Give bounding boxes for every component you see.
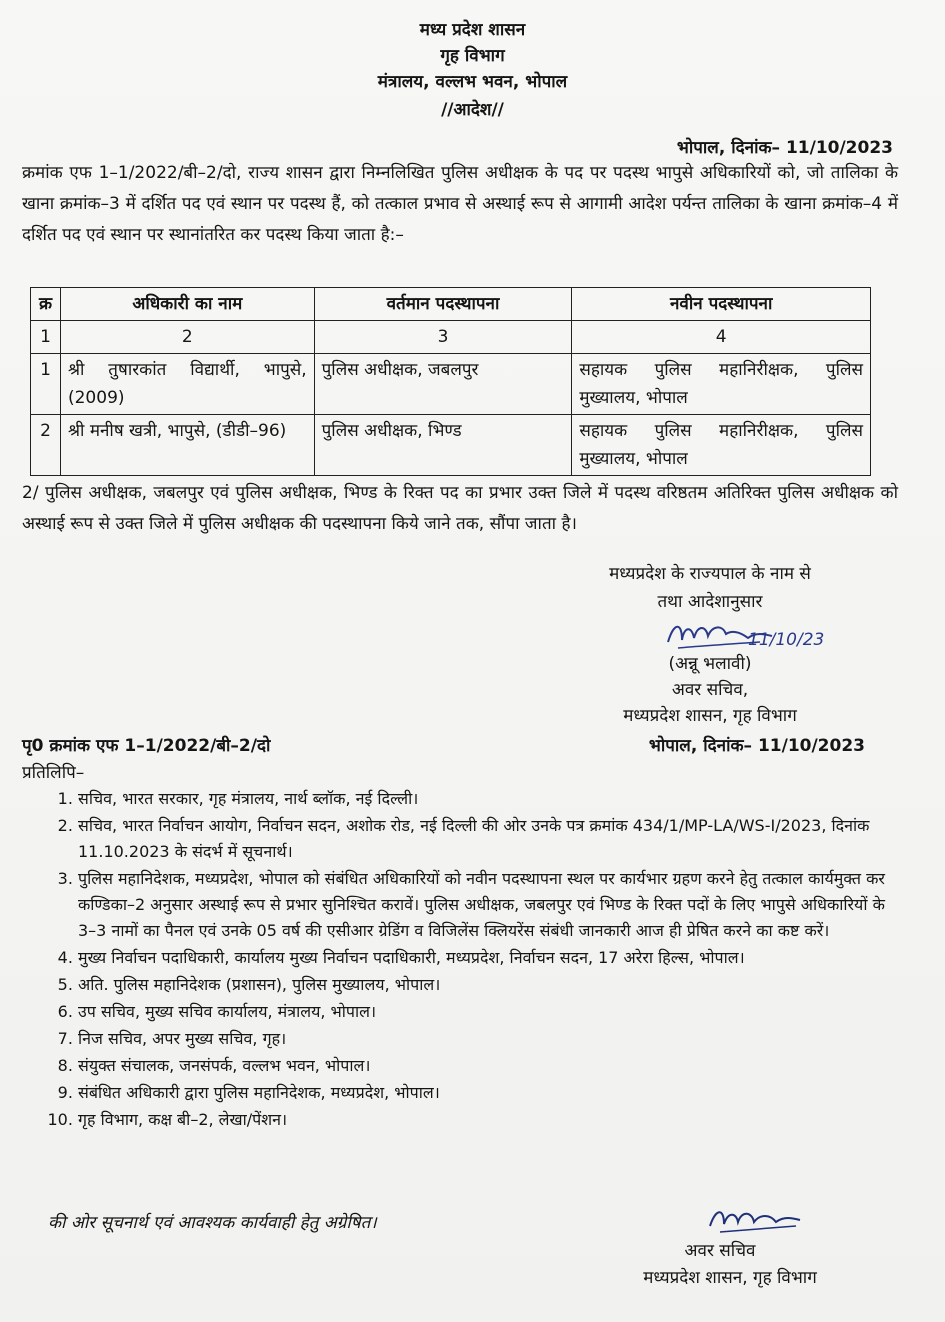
current-posting: पुलिस अधीक्षक, जबलपुर (314, 354, 572, 415)
header-new-posting: नवीन पदस्थापना (572, 288, 871, 321)
header-serial: क्र (31, 288, 61, 321)
sign-authority-line1: मध्यप्रदेश के राज्यपाल के नाम से (609, 564, 811, 584)
officer-name: श्री मनीष खत्री, भापुसे, (डीडी–96) (60, 415, 314, 476)
new-posting: सहायक पुलिस महानिरीक्षक, पुलिस मुख्यालय, भोपाल (572, 415, 871, 476)
cc-footer: की ओर सूचनार्थ एवं आवश्यक कार्यवाही हेतु अग्रेषित। (48, 1213, 377, 1233)
list-item: 10. गृह विभाग, कक्ष बी–2, लेखा/पेंशन। (78, 1107, 902, 1133)
table-header-row (31, 288, 871, 321)
row-serial: 2 (31, 415, 61, 476)
posting-table (30, 287, 871, 476)
copy-label: प्रतिलिपि– (22, 763, 85, 783)
signatory-designation: अवर सचिव, (671, 680, 749, 700)
table-row (31, 354, 871, 415)
cc-list (22, 786, 902, 1133)
signatory-2-designation: अवर सचिव (684, 1241, 756, 1261)
header-order-title: //आदेश// (441, 100, 504, 120)
list-item: 7. निज सचिव, अपर मुख्य सचिव, गृह। (78, 1026, 902, 1052)
officer-name: श्री तुषारकांत विद्यार्थी, भापुसे, (2009) (60, 354, 314, 415)
new-posting: सहायक पुलिस महानिरीक्षक, पुलिस मुख्यालय, भोपाल (572, 354, 871, 415)
list-item: 4. मुख्य निर्वाचन पदाधिकारी, कार्यालय मुख्य निर्वाचन पदाधिकारी, मध्यप्रदेश, निर्वाचन सदन, 17 अरेरा हिल्स, भोपाल। (78, 945, 902, 971)
column-number: 3 (314, 321, 572, 354)
endorsement-ref: पृ0 क्रमांक एफ 1–1/2022/बी–2/दो (22, 736, 271, 756)
column-number: 1 (31, 321, 61, 354)
table-row (31, 415, 871, 476)
signatory-department: मध्यप्रदेश शासन, गृह विभाग (623, 706, 797, 726)
list-item: 8. संयुक्त संचालक, जनसंपर्क, वल्लभ भवन, भोपाल। (78, 1053, 902, 1079)
list-item: 1. सचिव, भारत सरकार, गृह मंत्रालय, नार्थ ब्लॉक, नई दिल्ली। (78, 786, 902, 812)
row-serial: 1 (31, 354, 61, 415)
header-government: मध्य प्रदेश शासन (419, 20, 526, 40)
endorsement-date: भोपाल, दिनांक– 11/10/2023 (648, 736, 865, 756)
paragraph-2: 2/ पुलिस अधीक्षक, जबलपुर एवं पुलिस अधीक्षक, भिण्ड के रिक्त पद का प्रभार उक्त जिले में पदस्थ वरिष्ठतम अतिरिक्त पुलिस अधीक्षक को अस्थाई रूप से उक्त जिले में पुलिस अधीक्षक की पदस्थापना किये जाने तक, सौंपा जाता है। (22, 483, 898, 534)
intro-paragraph: क्रमांक एफ 1–1/2022/बी–2/दो, राज्य शासन द्वारा निम्नलिखित पुलिस अधीक्षक के पद पर पदस्थ भापुसे अधिकारियों को, जो तालिका के खाना क्रमांक–3 में दर्शित पद एवं स्थान पर पदस्थ हैं, को तत्काल प्रभाव से अस्थाई रूप से आगामी आदेश पर्यन्त तालिका के खाना क्रमांक–4 में दर्शित पद एवं स्थान पर स्थानांतरित कर पदस्थ किया जाता है:– (22, 163, 898, 245)
header-department: गृह विभाग (440, 46, 505, 66)
list-item: 2. सचिव, भारत निर्वाचन आयोग, निर्वाचन सदन, अशोक रोड, नई दिल्ली की ओर उनके पत्र क्रमांक 434/1/MP-LA/WS-I/2023, दिनांक 11.10.2023 के संदर्भ में सूचनार्थ। (78, 813, 902, 865)
header-officer-name: अधिकारी का नाम (60, 288, 314, 321)
list-item: 9. संबंधित अधिकारी द्वारा पुलिस महानिदेशक, मध्यप्रदेश, भोपाल। (78, 1080, 902, 1106)
header-current-posting: वर्तमान पदस्थापना (314, 288, 572, 321)
order-date: भोपाल, दिनांक– 11/10/2023 (676, 138, 893, 158)
list-item: 5. अति. पुलिस महानिदेशक (प्रशासन), पुलिस मुख्यालय, भोपाल। (78, 972, 902, 998)
current-posting: पुलिस अधीक्षक, भिण्ड (314, 415, 572, 476)
signature-date: 11/10/23 (748, 630, 825, 650)
column-number: 2 (60, 321, 314, 354)
signatory-name: (अन्नू भलावी) (668, 654, 752, 674)
list-item: 6. उप सचिव, मुख्य सचिव कार्यालय, मंत्रालय, भोपाल। (78, 999, 902, 1025)
sign-authority-line2: तथा आदेशानुसार (657, 592, 763, 612)
signature-scribble-2 (700, 1200, 810, 1240)
column-number: 4 (572, 321, 871, 354)
header-address: मंत्रालय, वल्लभ भवन, भोपाल (377, 72, 568, 92)
list-item: 3. पुलिस महानिदेशक, मध्यप्रदेश, भोपाल को संबंधित अधिकारियों को नवीन पदस्थापना स्थल पर कार्यभार ग्रहण करने हेतु तत्काल कार्यमुक्त कर कण्डिका–2 अनुसार अस्थाई रूप से प्रभार सुनिश्चित करावें। पुलिस अधीक्षक, जबलपुर एवं भिण्ड के रिक्त पदों के लिए भापुसे अधिकारियों के 3–3 नामों का पैनल एवं उनके 05 वर्ष की एसीआर ग्रेडिंग व विजिलेंस क्लियरेंस संबंधी जानकारी आज ही प्रेषित करने का कष्ट करें। (78, 866, 902, 944)
cc-list-container (22, 786, 902, 1134)
signatory-2-department: मध्यप्रदेश शासन, गृह विभाग (643, 1268, 817, 1288)
column-number-row (31, 321, 871, 354)
